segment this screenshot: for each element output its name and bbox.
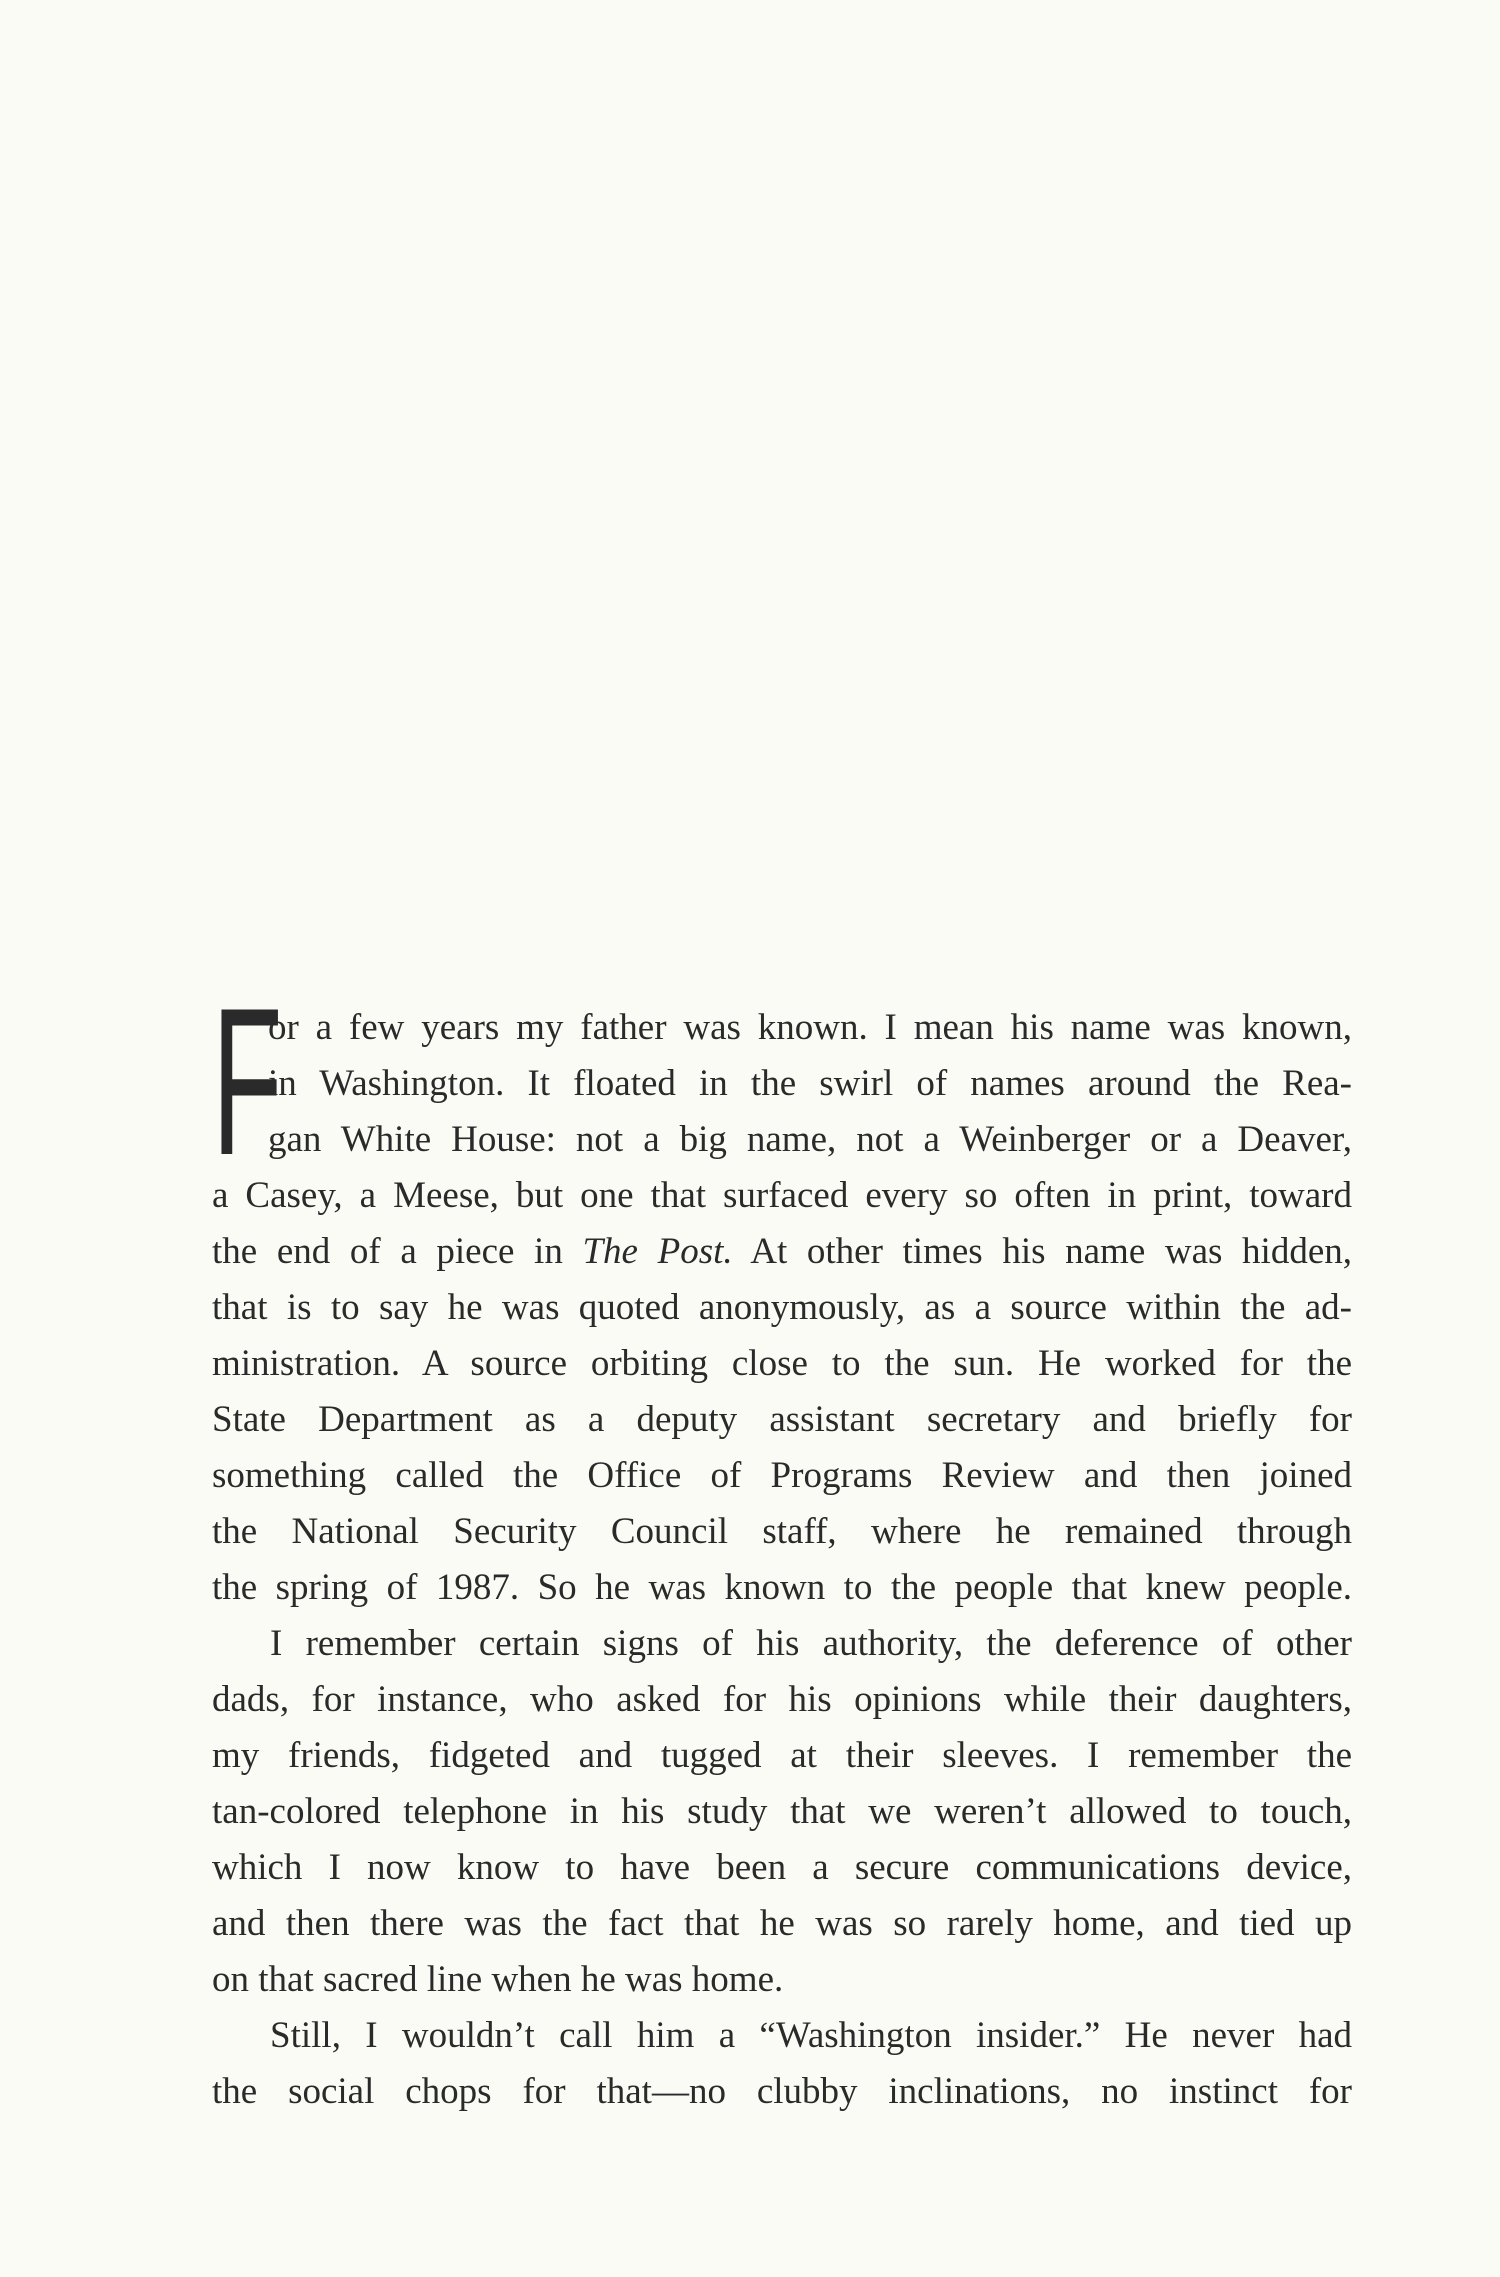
text-line: which I now know to have been a secure communications device, <box>212 1847 1352 1888</box>
text-segment: At other times his name was hidden, <box>750 1231 1353 1272</box>
text-line: my friends, fidgeted and tugged at their sleeves. I remember the <box>212 1735 1352 1776</box>
text-line: and then there was the fact that he was so rarely home, and tied up <box>212 1903 1352 1944</box>
text-line: tan-colored telephone in his study that we weren’t allowed to touch, <box>212 1791 1352 1832</box>
text-line: dads, for instance, who asked for his opinions while their daughters, <box>212 1679 1352 1720</box>
paragraph-1 <box>212 964 1353 1616</box>
publication-title: The Post. <box>582 1231 733 1272</box>
text-line: gan White House: not a big name, not a Weinberger or a Deaver, <box>268 1119 1352 1160</box>
text-line: Still, I wouldn’t call him a “Washington insider.” He never had <box>270 2015 1352 2056</box>
text-line: the social chops for that—no clubby inclinations, no instinct for <box>212 2071 1352 2112</box>
text-line: on that sacred line when he was home. <box>212 1959 784 2000</box>
text-line: the spring of 1987. So he was known to the people that knew people. <box>212 1567 1352 1608</box>
text-segment: the end of a piece in <box>212 1231 563 1272</box>
paragraph-2 <box>212 1616 1352 2008</box>
text-line: State Department as a deputy assistant secretary and briefly for <box>212 1399 1352 1440</box>
text-line: a Casey, a Meese, but one that surfaced every so often in print, toward <box>212 1175 1352 1216</box>
text-line: that is to say he was quoted anonymously, as a source within the ad- <box>212 1287 1352 1328</box>
text-line: ministration. A source orbiting close to the sun. He worked for the <box>212 1343 1352 1384</box>
text-line: something called the Office of Programs Review and then joined <box>212 1455 1352 1496</box>
text-line: I remember certain signs of his authority, the deference of other <box>270 1623 1352 1664</box>
drop-cap: F <box>212 964 283 1199</box>
text-line: the National Security Council staff, where he remained through <box>212 1511 1352 1552</box>
text-line-with-title <box>212 1224 1352 1280</box>
body-text <box>212 964 1353 2120</box>
text-line: or a few years my father was known. I mean his name was known, <box>268 1007 1352 1048</box>
text-line: in Washington. It floated in the swirl of names around the Rea- <box>268 1063 1352 1104</box>
paragraph-3 <box>212 2008 1352 2120</box>
